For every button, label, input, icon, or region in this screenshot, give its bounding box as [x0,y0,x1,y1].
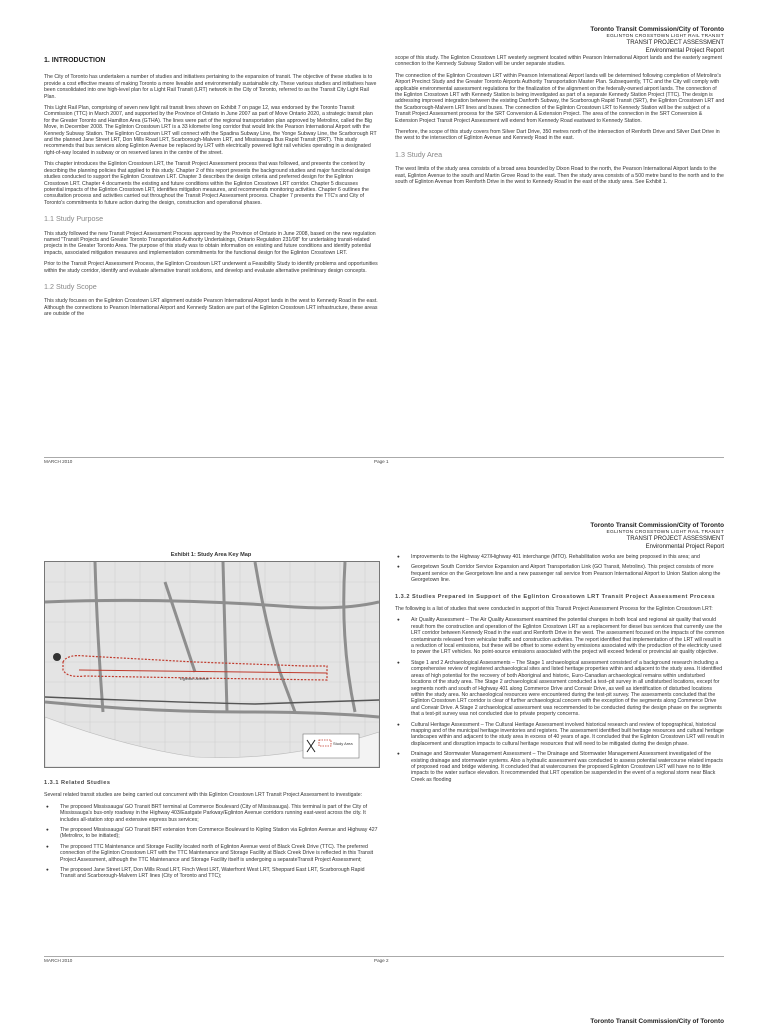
list-item: ● Improvements to the Highway 427/Highway 401 interchange (MTO). Rehabilitation works are being proposed in this area; and [395,554,725,560]
page-3 [0,1012,768,1024]
list-item: ● The proposed Mississauga/ GO Transit BRT extension from Commerce Boulevard to Kipling Station via Eglinton Avenue and Highway 427 (Metrolinx, to be initiated); [44,827,378,840]
footer-date: MARCH 2010 [44,459,73,464]
footer-page-number: Page 2 [374,958,389,963]
exhibit-title: Exhibit 1: Study Area Key Map [170,552,252,558]
map-graphic [45,562,379,767]
list-item: ● Stage 1 and 2 Archaeological Assessments – The Stage 1 archaeological assessment consisted of a background research including a comprehensive review of registered archaeological sites and listed heritage properties within and adjacent to the study area. It identified areas of high potential for the recovery of both Aboriginal and historic, Euro-Canadian archaeological remains within undisturbed locations of the study area. The Stage 2 archaeological assessment conducted a test–pit survey in all undisturbed locations, except for segments north and south of Highway 401 along Commerce Drive and Convair Drive, as well as identification of disturbed locations within the study area. No archaeological resources were encountered during the test-pit survey. The assessments concluded that the Eglinton Crosstown LRT corridor is clear of further archaeological concern with the exception of the segments along Commerce Drive and Convair Drive. A Stage 2 archaeological assessment was recommended to be conducted during the design phase on the segments that a test-pit survey was not conducted due to private property concerns. [395,660,725,718]
header-doc-type: TRANSIT PROJECT ASSESSMENT [626,536,724,543]
footer-page-number: Page 1 [374,459,389,464]
related-studies-list-continued [395,554,725,584]
section-heading: 1. INTRODUCTION [44,57,106,64]
supporting-studies-list [395,617,725,783]
list-item: ● Cultural Heritage Assessment – The Cultural Heritage Assessment involved historical research and review of topographical, historical mapping and of the municipal heritage inventories and registers. The assessment identified built heritage resources and cultural heritage landscapes within and adjacent to the study area in excess of 40 years of age. It concluded that the Eglinton Crosstown LRT will result in displacement and disruption impacts to cultural heritage resources that will need to be mitigated during the design phase. [395,722,725,748]
paragraph: The following is a list of studies that were conducted in support of this Transit Project Assessment Process for the Eglinton Crosstown LRT: [395,606,713,613]
left-column [44,58,378,323]
header-report: Environmental Project Report [645,47,724,54]
paragraph: This chapter introduces the Eglinton Crosstown LRT, the Transit Project Assessment process that was followed, and presents the context by describing the planning policies that applied to this study. Chapter 2 of this report presents the background studies and major functional design studies conducted to support the Eglinton Crosstown LRT. Chapter 3 describes the design criteria and preferred design for the Eglinton Crosstown LRT. Chapter 4 documents the existing and future conditions within the Eglinton Crosstown LRT corridor. Chapter 5 discusses potential impacts of the Eglinton Crosstown LRT, identifies mitigation measures, and recommends monitoring activities. Chapter 6 outlines the consultation process and activities carried out throughout the Transit Project Assessment process. Chapter 7 presents the TTC's and City of Toronto's commitments to future action during the design, construction and operational phases. [44,161,371,206]
list-item: ● The proposed Jane Street LRT, Don Mills Road LRT, Finch West LRT, Waterfront West LRT, Sheppard East LRT, Scarborough Rapid Transit and Scarborough-Malvern LRT lines (City of Toronto and TTC); [44,867,378,880]
map-label-eglinton: Eglinton Avenue [180,676,209,681]
section-heading: 1.1 Study Purpose [44,214,104,224]
list-item: ● Drainage and Stormwater Management Assessment – The Drainage and Stormwater Management Assessment investigated of the existing drainage and stormwater systems. Also a hydraulic assessment was conducted to assess potential watercourse related impacts of proposed road and bridge widening. It concluded that at watercourses the proposed Eglinton Crosstown LRT will have no to little impacts to the water surface elevation. It recommended that LRT operation be suspended in the event of a regional storm near Black Creek as flooding [395,751,725,783]
header-project: EGLINTON CROSSTOWN LIGHT RAIL TRANSIT [606,530,724,536]
paragraph: This Light Rail Plan, comprising of seven new light rail transit lines shown on Exhibit 7 on page 12, was endorsed by the Toronto Transit Commission (TTC) in March 2007, and supported by the Province of Ontario in June 2007 as part of Move Ontario 2020, a strategic transit plan for the Greater Toronto and Hamilton Area (GTHA). The lines were part of the regional transportation plan approved by Metrolinx, called the Big Move, in December 2008. The Eglinton Crosstown LRT is a 33 kilometre long corridor that would link the Pearson International Airport with the Kennedy Subway Station. The Eglinton Crosstown LRT will connect with the Spadina Subway Line, the Yonge Subway Line, the Scarborough RT and the planned Jane Street LRT, Don Mills Road LRT, Scarborough-Malvern LRT, and Mississauga Bus Rapid Transit (BRT). This study recommends that bus services along Eglinton Avenue be replaced by LRT with electrically powered light rail vehicles operating in a designated right-of-way located in subway or on reserved lanes in the centre of the street. [44,105,377,156]
paragraph: The City of Toronto has undertaken a number of studies and initiatives pertaining to the expansion of transit. The objective of these studies is to provide a cost effective means of making Toronto a more liveable and environmentally sustainable city. These various studies and initiatives have been consolidated into one high-level plan for a Light Rail Transit (LRT) network in the City of Toronto, referred to as the Transit City Light Rail Plan. [44,74,377,100]
header-org: Toronto Transit Commission/City of Toronto [590,26,724,33]
page-header [590,26,724,55]
map-legend-label: Study Area [333,741,353,746]
header-org: Toronto Transit Commission/City of Toronto [590,522,724,529]
left-column-lower [44,770,378,884]
header-org: Toronto Transit Commission/City of Toronto [590,1018,724,1025]
paragraph: Several related transit studies are being carried out concurrent with this Eglinton Crosstown LRT Transit Project Assessment to investigate: [44,792,363,799]
subsection-heading: 1.3.2 Studies Prepared in Support of the Eglinton Crosstown LRT Transit Project Assessment Process [395,593,716,600]
page-header [590,522,724,551]
paragraph: This study focuses on the Eglinton Crosstown LRT alignment outside Pearson International Airport lands in the west to Kennedy Road in the east. Although the connections to Pearson International Airport and Kennedy Station are part of the Eglinton Crosstown LRT infrastructure, these areas are outside of the [44,298,378,318]
right-column [395,55,725,191]
header-doc-type: TRANSIT PROJECT ASSESSMENT [626,40,724,47]
paragraph: The west limits of the study area consists of a broad area bounded by Dixon Road to the north, the Pearson International Airport lands to the east, Eglinton Avenue to the south and Martin Grove Road to the east. Then the study area consists of a 500 metre band to the north and to the south of Eglinton Avenue from Renforth Drive in the west to Kennedy Road in the east of the study area. See Exhibit 1. [395,166,724,186]
header-project: EGLINTON CROSSTOWN LIGHT RAIL TRANSIT [606,34,724,40]
page-footer [44,956,724,964]
paragraph: Prior to the Transit Project Assessment Process, the Eglinton Crosstown LRT underwent a Feasibility Study to identify problems and opportunities within the study corridor, identify and evaluate alternative transit solutions, and develop and evaluate alternative preliminary design concepts. [44,261,378,274]
right-column [395,554,725,787]
paragraph: The connection of the Eglinton Crosstown LRT within Pearson International Airport lands will be determined following completion of Metrolinx's Airport Precinct Study and the Greater Toronto Airports Authority Transportation Master Plan. Subsequently, TTC and the City will comply with applicable environmental assessment regulations for the finalization of the alignment on the federally-owned airport lands. The connection of the Eglinton Crosstown LRT with Kennedy Station is being investigated as part of a separate Kennedy Station Project (TTC). The design is addressing improved integration between the existing Danforth Subway, the Scarborough Rapid Transit (SRT), the Eglinton Crosstown LRT and the Scarborough-Malvern LRT lines and buses. The connection of the Eglinton Crosstown LRT to Kennedy Station will be the subject of a Transit Project Assessment process for the SRT Conversion & Extension Project. The area of the connection in the SRT Conversion & Extension Project Transit Project Assessment will extend from Kennedy Road eastward to Kennedy Station. [395,72,725,124]
section-heading: 1.2 Study Scope [44,281,97,291]
header-report: Environmental Project Report [645,543,724,550]
page-footer [44,457,724,465]
section-heading: 1.3 Study Area [395,149,443,159]
related-studies-list [44,804,378,880]
study-area-map [44,561,380,768]
page-2 [0,504,768,984]
list-item: ● The proposed TTC Maintenance and Storage Facility located north of Eglinton Avenue west of Black Creek Drive (TTC). The preferred connection of the Eglinton Crosstown LRT with the TTC Maintenance and Storage Facility at Black Creek Drive is reflected in this Transit Project Assessment, although the TTC Maintenance and Storage Facility itself is undergoing a separateTransit Project Assessment; [44,844,378,863]
list-item: ● Georgetown South Corridor Service Expansion and Airport Transportation Link (GO Transit, Metrolinx). This project consists of more frequent service on the Georgetown line and a new passenger rail service from Pearson International Airport to Union Station along the Georgetown line. [395,564,725,583]
page-1 [0,0,768,472]
paragraph: scope of this study. The Eglinton Crosstown LRT westerly segment located within Pearson International Airport lands and the easterly segment connection to the Kennedy Subway Station will be under separate studies. [395,55,722,68]
subsection-heading: 1.3.1 Related Studies [44,780,111,786]
list-item: ● The proposed Mississauga/ GO Transit BRT terminal at Commerce Boulevard (City of Mississauga). This terminal is part of the City of Mississauga's bus-only roadway in the Highway 403/Eastgate Parkway/Eglinton Avenue corridors running east-west across the city. It includes all-station stop and extensive express bus services; [44,804,378,823]
left-column [44,552,378,560]
list-item: ● Air Quality Assessment – The Air Quality Assessment examined the potential changes in both local and regional air quality that would result from the construction and operation of the Eglinton Crosstown LRT as a replacement for diesel bus services that currently use the LRT corridor between Kennedy Road in the east and Renforth Drive in the west. The assessment focused on the impacts of the common contaminants released from vehicular traffic and construction activities. The report identified that implementation of the LRT will result in a reduction of local emissions, but these will be offset to some extent by emissions associated with the production of the electricity used to power the LRT vehicles. No point-source emissions associated with the project will exceed federal or provincial air quality objective. [395,617,725,655]
paragraph: This study followed the new Transit Project Assessment Process approved by the Province of Ontario in June 2008, based on the new regulation named "Transit Projects and Greater Toronto Transportation Authority Undertakings, Ontario Regulation 231/08" for undertaking transit-related projects in the Greater Toronto Area. The purpose of this study was to obtain information on existing and future conditions and identify potential impacts, associated mitigation measures and implementation commitments for the functional design for the Eglinton Crosstown LRT. [44,230,376,256]
paragraph: Therefore, the scope of this study covers from Silver Dart Drive, 350 metres north of the intersection of Renforth Drive and Silver Dart Drive in the west to the intersection of Eglinton Avenue and Kennedy Road in the east. [395,129,720,142]
footer-date: MARCH 2010 [44,958,73,963]
